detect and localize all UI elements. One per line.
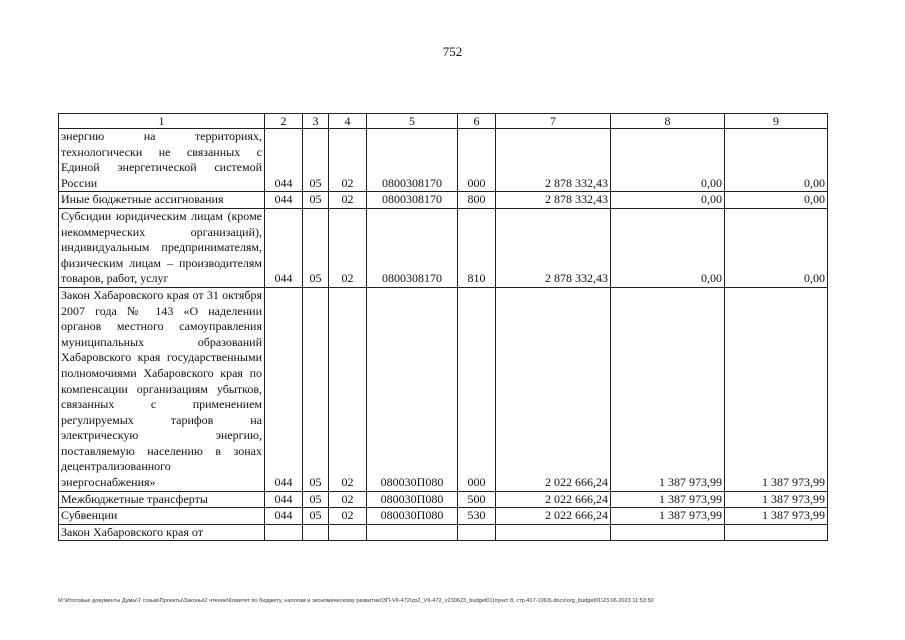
cell-expense-type xyxy=(458,524,496,541)
cell-amount-7: 2 022 666,24 xyxy=(496,287,611,491)
cell-amount-7: 2 022 666,24 xyxy=(496,491,611,508)
budget-table xyxy=(58,113,828,541)
cell-amount-8: 1 387 973,99 xyxy=(611,508,725,525)
cell-amount-8: 0,00 xyxy=(611,208,725,287)
column-header: 7 xyxy=(496,114,611,129)
cell-target-article xyxy=(367,524,458,541)
cell-ministry: 044 xyxy=(265,192,303,209)
cell-amount-7 xyxy=(496,524,611,541)
cell-target-article: 080030П080 xyxy=(367,508,458,525)
table-row xyxy=(59,287,828,491)
column-header: 8 xyxy=(611,114,725,129)
row-name: Закон Хабаровского края от 31 октября 2007 года № 143 «О наделении органов местного самоуправления муниципальных образований Хабаровского края государственными полномочиями Хабаровского края по компенсации организациям убытков, связанных с применением регулируемых тарифов на электрическую энергию, поставляемую населению в зонах децентрализованного энергоснабжения» xyxy=(59,287,265,491)
cell-expense-type: 000 xyxy=(458,287,496,491)
column-header: 5 xyxy=(367,114,458,129)
cell-target-article: 0800308170 xyxy=(367,192,458,209)
row-name: Субсидии юридическим лицам (кроме некоммерческих организаций), индивидуальным предпринимателям, физическим лицам – производителям товаров, работ, услуг xyxy=(59,208,265,287)
cell-amount-9: 1 387 973,99 xyxy=(725,508,828,525)
cell-expense-type: 500 xyxy=(458,491,496,508)
cell-expense-type: 000 xyxy=(458,129,496,192)
page-number: 752 xyxy=(442,44,463,59)
table-row xyxy=(59,524,828,541)
cell-amount-9: 0,00 xyxy=(725,208,828,287)
cell-ministry xyxy=(265,524,303,541)
cell-subsection: 02 xyxy=(329,129,367,192)
row-name: энергию на территориях, технологически не связанных с Единой энергетической системой России xyxy=(59,129,265,192)
cell-expense-type: 530 xyxy=(458,508,496,525)
cell-ministry: 044 xyxy=(265,287,303,491)
cell-section: 05 xyxy=(303,192,329,209)
cell-subsection: 02 xyxy=(329,508,367,525)
table-row xyxy=(59,208,828,287)
cell-subsection: 02 xyxy=(329,491,367,508)
cell-target-article: 0800308170 xyxy=(367,208,458,287)
cell-amount-9: 1 387 973,99 xyxy=(725,491,828,508)
cell-ministry: 044 xyxy=(265,129,303,192)
cell-ministry: 044 xyxy=(265,491,303,508)
cell-amount-7: 2 878 332,43 xyxy=(496,129,611,192)
column-number-row xyxy=(59,114,828,129)
table-row xyxy=(59,491,828,508)
cell-subsection: 02 xyxy=(329,208,367,287)
table-row xyxy=(59,192,828,209)
row-name: Субвенции xyxy=(59,508,265,525)
cell-amount-8: 0,00 xyxy=(611,192,725,209)
cell-ministry: 044 xyxy=(265,508,303,525)
cell-subsection: 02 xyxy=(329,287,367,491)
cell-section: 05 xyxy=(303,508,329,525)
cell-target-article: 0800308170 xyxy=(367,129,458,192)
cell-amount-8: 1 387 973,99 xyxy=(611,287,725,491)
cell-amount-9 xyxy=(725,524,828,541)
cell-expense-type: 810 xyxy=(458,208,496,287)
cell-section: 05 xyxy=(303,287,329,491)
cell-section: 05 xyxy=(303,491,329,508)
cell-section xyxy=(303,524,329,541)
column-header: 3 xyxy=(303,114,329,129)
cell-ministry: 044 xyxy=(265,208,303,287)
column-header: 9 xyxy=(725,114,828,129)
cell-subsection: 02 xyxy=(329,192,367,209)
cell-expense-type: 800 xyxy=(458,192,496,209)
cell-amount-9: 1 387 973,99 xyxy=(725,287,828,491)
cell-subsection xyxy=(329,524,367,541)
column-header: 2 xyxy=(265,114,303,129)
document-path-footer: M:\Итоговые документы Думы\7 созыв\Проекты\Законы\2 чтение\Комитет по бюджету, налогам и экономическому развитию\ЗП-VII-472\zp2_VII-472_v230623_budget01(пункт 8, стр.417-1063).docx\org_budget01\23.06.2023 11:53:50 xyxy=(58,598,654,604)
cell-amount-9: 0,00 xyxy=(725,129,828,192)
column-header: 4 xyxy=(329,114,367,129)
cell-amount-7: 2 878 332,43 xyxy=(496,208,611,287)
table-row xyxy=(59,508,828,525)
row-name: Иные бюджетные ассигнования xyxy=(59,192,265,209)
cell-section: 05 xyxy=(303,208,329,287)
column-header: 1 xyxy=(59,114,265,129)
column-header: 6 xyxy=(458,114,496,129)
cell-amount-8: 0,00 xyxy=(611,129,725,192)
cell-amount-7: 2 022 666,24 xyxy=(496,508,611,525)
row-name: Закон Хабаровского края от xyxy=(59,524,265,541)
cell-amount-7: 2 878 332,43 xyxy=(496,192,611,209)
cell-section: 05 xyxy=(303,129,329,192)
cell-amount-9: 0,00 xyxy=(725,192,828,209)
cell-amount-8: 1 387 973,99 xyxy=(611,491,725,508)
table-row xyxy=(59,129,828,192)
cell-target-article: 080030П080 xyxy=(367,491,458,508)
cell-amount-8 xyxy=(611,524,725,541)
cell-target-article: 080030П080 xyxy=(367,287,458,491)
row-name: Межбюджетные трансферты xyxy=(59,491,265,508)
